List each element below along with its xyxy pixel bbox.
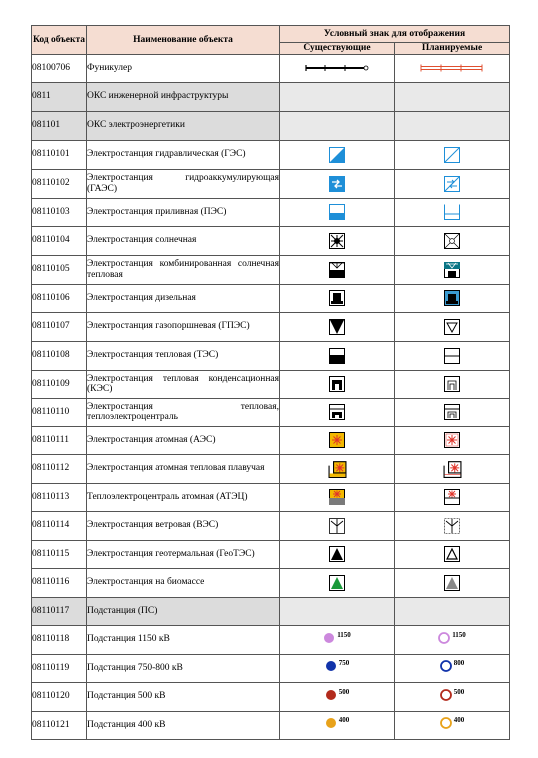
object-name: Электростанция тепловая конденсационная (КЭС) — [87, 370, 280, 398]
symbol-planned — [395, 169, 510, 198]
symbol-existing — [280, 711, 395, 739]
object-name: Электростанция атомная (АЭС) — [87, 426, 280, 454]
object-code: 08110103 — [32, 198, 87, 226]
object-code: 08110119 — [32, 654, 87, 682]
table-row — [32, 426, 510, 454]
floating-nuclear-plant-icon — [280, 460, 394, 478]
object-name: ОКС инженерной инфраструктуры — [87, 82, 280, 111]
object-name: Электростанция гидравлическая (ГЭС) — [87, 140, 280, 169]
voltage-label: 400 — [338, 716, 350, 725]
symbol-planned — [395, 284, 510, 312]
object-name: Электростанция солнечная — [87, 226, 280, 255]
hydro-plant-icon — [280, 147, 394, 163]
biomass-plant-icon — [280, 575, 394, 591]
object-code: 08110112 — [32, 454, 87, 483]
symbol-existing — [280, 426, 395, 454]
symbol-existing — [280, 597, 395, 625]
group-row — [32, 597, 510, 625]
table-row — [32, 511, 510, 540]
substation-circle-icon — [325, 717, 337, 729]
object-name: Электростанция гидроаккумулирующая (ГАЭС) — [87, 169, 280, 198]
object-name: Теплоэлектроцентраль атомная (АТЭЦ) — [87, 483, 280, 511]
symbol-planned — [395, 82, 510, 111]
nuclear-chp-icon — [395, 489, 509, 505]
table-row — [32, 341, 510, 370]
symbol-planned — [395, 140, 510, 169]
header-name: Наименование объекта — [87, 26, 280, 55]
table-row — [32, 540, 510, 568]
symbol-existing — [280, 483, 395, 511]
thermal-plant-icon — [395, 348, 509, 364]
substation-circle-icon — [440, 687, 465, 704]
object-name: Электростанция дизельная — [87, 284, 280, 312]
symbol-planned — [395, 597, 510, 625]
substation-circle-icon — [438, 632, 450, 644]
condensing-plant-icon — [395, 376, 509, 392]
substation-circle-icon — [325, 716, 350, 732]
wind-plant-icon — [280, 518, 394, 534]
object-name: Электростанция газопоршневая (ГПЭС) — [87, 312, 280, 341]
symbol-existing — [280, 654, 395, 682]
tidal-plant-icon — [395, 204, 509, 220]
table-row — [32, 169, 510, 198]
object-code: 08110117 — [32, 597, 87, 625]
table-row — [32, 568, 510, 597]
symbol-planned — [395, 398, 510, 426]
object-name: Фуникулер — [87, 54, 280, 82]
table-row — [32, 226, 510, 255]
symbol-existing — [280, 312, 395, 341]
table-row — [32, 454, 510, 483]
chp-plant-icon — [395, 404, 509, 420]
object-code: 08110118 — [32, 625, 87, 654]
object-code: 08110116 — [32, 568, 87, 597]
symbol-existing — [280, 568, 395, 597]
substation-circle-icon — [325, 660, 337, 672]
symbol-existing — [280, 169, 395, 198]
table-row — [32, 54, 510, 82]
geothermal-plant-icon — [280, 546, 394, 562]
substation-circle-icon — [323, 632, 335, 644]
table-row — [32, 312, 510, 341]
voltage-label: 1150 — [337, 630, 351, 639]
symbol-existing — [280, 511, 395, 540]
symbol-planned — [395, 568, 510, 597]
symbol-existing — [280, 540, 395, 568]
symbol-existing — [280, 284, 395, 312]
pumped-storage-plant-icon — [395, 176, 509, 192]
substation-circle-icon — [325, 659, 350, 675]
object-code: 08110115 — [32, 540, 87, 568]
solar-thermal-plant-icon — [395, 262, 509, 278]
geothermal-plant-icon — [395, 546, 509, 562]
substation-circle-icon — [440, 689, 452, 701]
object-name: Электростанция приливная (ПЭС) — [87, 198, 280, 226]
hydro-plant-icon — [395, 147, 509, 163]
symbol-planned — [395, 711, 510, 739]
gas-piston-plant-icon — [280, 319, 394, 335]
symbol-planned — [395, 483, 510, 511]
floating-nuclear-plant-icon — [395, 460, 509, 478]
object-code: 081101 — [32, 111, 87, 140]
voltage-label: 750 — [338, 659, 350, 668]
symbol-planned — [395, 255, 510, 284]
symbol-planned — [395, 198, 510, 226]
header-planned: Планируемые — [395, 43, 510, 55]
table-row — [32, 198, 510, 226]
nuclear-plant-icon — [280, 432, 394, 448]
object-name: Электростанция ветровая (ВЭС) — [87, 511, 280, 540]
object-name: Электростанция на биомассе — [87, 568, 280, 597]
object-code: 08110105 — [32, 255, 87, 284]
symbol-existing — [280, 370, 395, 398]
object-code: 0811 — [32, 82, 87, 111]
table-row — [32, 654, 510, 682]
symbol-planned — [395, 111, 510, 140]
symbol-planned — [395, 625, 510, 654]
solar-plant-icon — [280, 233, 394, 249]
substation-circle-icon — [440, 659, 465, 675]
solar-plant-icon — [395, 233, 509, 249]
diesel-plant-icon — [395, 290, 509, 306]
symbol-existing — [280, 255, 395, 284]
solar-thermal-plant-icon — [280, 262, 394, 278]
object-name: Электростанция тепловая, теплоэлектроцентраль — [87, 398, 280, 426]
object-name: Электростанция геотермальная (ГеоТЭС) — [87, 540, 280, 568]
table-row — [32, 625, 510, 654]
symbol-planned — [395, 682, 510, 711]
nuclear-chp-icon — [280, 489, 394, 505]
substation-circle-icon — [440, 716, 465, 732]
object-name: Подстанция 500 кВ — [87, 682, 280, 711]
group-row — [32, 82, 510, 111]
symbol-planned — [395, 426, 510, 454]
table-row — [32, 284, 510, 312]
header-symbol: Условный знак для отображения — [280, 26, 510, 43]
symbol-existing — [280, 111, 395, 140]
object-name: Подстанция 400 кВ — [87, 711, 280, 739]
table-row — [32, 370, 510, 398]
object-code: 08110111 — [32, 426, 87, 454]
chp-plant-icon — [280, 404, 394, 420]
symbol-existing — [280, 625, 395, 654]
object-code: 08110120 — [32, 682, 87, 711]
header-existing: Существующие — [280, 43, 395, 55]
symbol-planned — [395, 370, 510, 398]
voltage-label: 400 — [453, 716, 465, 725]
thermal-plant-icon — [280, 348, 394, 364]
object-code: 08100706 — [32, 54, 87, 82]
nuclear-plant-icon — [395, 432, 509, 448]
wind-plant-icon — [395, 518, 509, 534]
table-row — [32, 483, 510, 511]
object-name: Подстанция (ПС) — [87, 597, 280, 625]
gas-piston-plant-icon — [395, 319, 509, 335]
object-code: 08110108 — [32, 341, 87, 370]
object-code: 08110104 — [32, 226, 87, 255]
symbol-planned — [395, 312, 510, 341]
symbol-existing — [280, 54, 395, 82]
substation-circle-icon — [325, 689, 337, 701]
symbol-planned — [395, 226, 510, 255]
symbol-planned — [395, 540, 510, 568]
object-code: 08110109 — [32, 370, 87, 398]
voltage-label: 500 — [453, 687, 465, 696]
object-code: 08110121 — [32, 711, 87, 739]
biomass-plant-icon — [395, 575, 509, 591]
header-code: Код объекта — [32, 26, 87, 55]
voltage-label: 500 — [338, 687, 350, 696]
object-name: Электростанция тепловая (ТЭС) — [87, 341, 280, 370]
symbol-existing — [280, 398, 395, 426]
object-name: Электростанция атомная тепловая плавучая — [87, 454, 280, 483]
object-code: 08110101 — [32, 140, 87, 169]
funicular-line-icon — [395, 64, 509, 72]
substation-circle-icon — [438, 630, 466, 647]
symbol-planned — [395, 654, 510, 682]
voltage-label: 800 — [453, 659, 465, 668]
table-row — [32, 398, 510, 426]
substation-circle-icon — [440, 717, 452, 729]
symbol-existing — [280, 198, 395, 226]
object-name: ОКС электроэнергетики — [87, 111, 280, 140]
object-code: 08110110 — [32, 398, 87, 426]
condensing-plant-icon — [280, 376, 394, 392]
object-name: Подстанция 750-800 кВ — [87, 654, 280, 682]
object-code: 08110102 — [32, 169, 87, 198]
symbol-planned — [395, 454, 510, 483]
voltage-label: 1150 — [452, 630, 466, 639]
object-name: Подстанция 1150 кВ — [87, 625, 280, 654]
legend-table — [31, 25, 510, 740]
symbol-planned — [395, 54, 510, 82]
table-row — [32, 711, 510, 739]
tidal-plant-icon — [280, 204, 394, 220]
symbol-existing — [280, 682, 395, 711]
symbol-existing — [280, 140, 395, 169]
substation-circle-icon — [323, 630, 351, 647]
object-code: 08110114 — [32, 511, 87, 540]
table-row — [32, 140, 510, 169]
symbol-existing — [280, 82, 395, 111]
pumped-storage-plant-icon — [280, 176, 394, 192]
substation-circle-icon — [440, 660, 452, 672]
object-code: 08110107 — [32, 312, 87, 341]
table-row — [32, 255, 510, 284]
object-code: 08110106 — [32, 284, 87, 312]
symbol-existing — [280, 226, 395, 255]
substation-circle-icon — [325, 687, 350, 704]
object-code: 08110113 — [32, 483, 87, 511]
symbol-existing — [280, 454, 395, 483]
symbol-planned — [395, 341, 510, 370]
group-row — [32, 111, 510, 140]
symbol-planned — [395, 511, 510, 540]
object-name: Электростанция комбинированная солнечная тепловая — [87, 255, 280, 284]
symbol-existing — [280, 341, 395, 370]
funicular-line-icon — [280, 64, 394, 72]
table-row — [32, 682, 510, 711]
diesel-plant-icon — [280, 290, 394, 306]
